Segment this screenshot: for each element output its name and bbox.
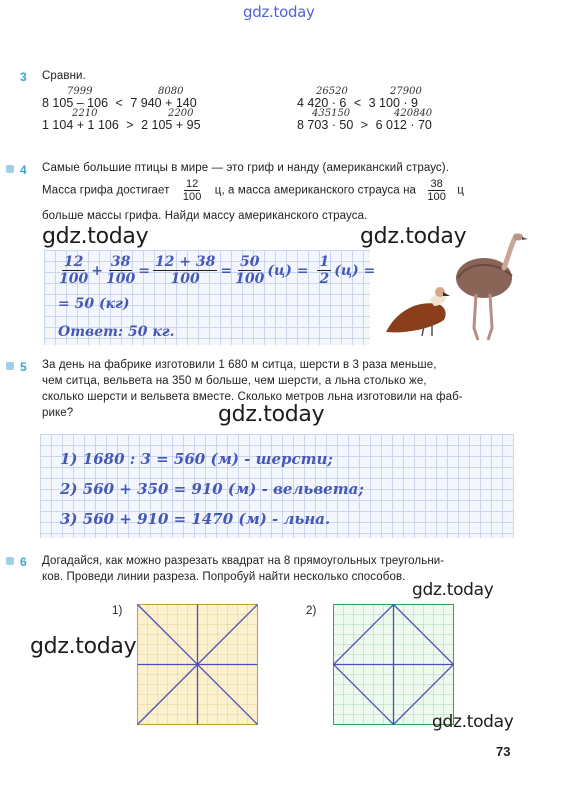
- task-4-text: Масса грифа достигает: [42, 184, 170, 197]
- task-5-line-1: За день на фабрике изготовили 1 680 м ситца, шерсти в 3 раза меньше,: [42, 359, 437, 371]
- comparison-sign: <: [115, 96, 123, 110]
- denominator: 100: [59, 271, 89, 287]
- solution-step-3: 3) 560 + 910 = 1470 (м) - льна.: [60, 510, 331, 528]
- task-4-text: ц: [457, 184, 464, 197]
- numerator: 50: [240, 254, 260, 270]
- page-number: 73: [496, 744, 511, 759]
- numerator: 1: [319, 254, 330, 270]
- unit: (ц) =: [267, 262, 309, 279]
- numerator: 38: [430, 178, 443, 190]
- denominator: 100: [105, 271, 136, 287]
- expression-left: 4 420 · 6: [297, 96, 347, 110]
- ostrich-illustration: [456, 234, 528, 341]
- watermark: gdz.today: [432, 712, 514, 732]
- fraction: [235, 254, 264, 287]
- solution-line-1: [56, 254, 375, 287]
- task-6-number: 6: [20, 555, 27, 569]
- hint: 27900: [390, 86, 422, 97]
- task-6-line-1: Догадайся, как можно разрезать квадрат на 8 прямоугольных треугольни-: [42, 555, 445, 567]
- numerator: 12: [185, 178, 199, 190]
- fraction: [317, 254, 331, 287]
- task-bullet: [6, 557, 14, 565]
- task-3-number: 3: [20, 70, 27, 84]
- square-figure-1: [137, 604, 258, 725]
- task-bullet: [6, 165, 14, 173]
- fraction: [59, 254, 88, 287]
- expression-left: 1 104 + 1 106: [42, 118, 119, 132]
- answer: Ответ: 50 кг.: [58, 324, 175, 340]
- hint: 420840: [394, 108, 433, 119]
- comparison-sign: >: [360, 118, 369, 132]
- expression-right: 2 105 + 95: [141, 118, 201, 132]
- watermark: gdz.today: [412, 580, 494, 600]
- hint: 2200: [168, 108, 194, 119]
- task-4-text: ц, а масса американского страуса на: [214, 184, 417, 197]
- task-4-line-1: Самые большие птицы в мире — это гриф и нанду (американский страус).: [42, 162, 450, 174]
- hint: 26520: [316, 86, 348, 97]
- denominator: 100: [182, 191, 202, 203]
- task-4-line-2: [42, 178, 522, 203]
- task-bullet: [6, 362, 14, 370]
- expression: [297, 118, 432, 132]
- birds-illustration: [380, 232, 530, 347]
- figure-label-1: 1): [112, 605, 123, 617]
- hint: 2210: [72, 108, 98, 119]
- denominator: 100: [235, 271, 265, 287]
- equals-sign: =: [138, 262, 150, 279]
- expression-right: 7 940 + 140: [130, 96, 197, 110]
- hint: 7999: [67, 86, 93, 97]
- task-5-line-2: чем ситца, вельвета на 350 м больше, чем шерсти, а льна столько же,: [42, 375, 427, 387]
- expression-left: 8 105 – 106: [42, 96, 109, 110]
- solution-step-1: 1) 1680 : 3 = 560 (м) - шерсти;: [60, 450, 333, 468]
- numerator: 12: [63, 254, 84, 270]
- watermark: gdz.today: [360, 224, 467, 249]
- task-5-line-3: сколько шерсти и вельвета вместе. Сколько метров льна изготовили на фаб-: [42, 391, 463, 403]
- expression-left: 8 703 · 50: [297, 118, 354, 132]
- comparison-sign: <: [353, 96, 362, 110]
- task-5-line-4: рике?: [42, 407, 74, 419]
- denominator: 2: [319, 271, 330, 287]
- hint: 8080: [158, 86, 184, 97]
- unit: (ц) =: [334, 262, 376, 279]
- task-6-line-2: ков. Проведи линии разреза. Попробуй найти несколько способов.: [42, 571, 406, 583]
- figure-label-2: 2): [306, 605, 317, 617]
- fraction: [153, 254, 217, 287]
- watermark: gdz.today: [30, 634, 137, 659]
- numerator: 12 + 38: [154, 254, 216, 270]
- denominator: 100: [427, 191, 446, 203]
- comparison-sign: >: [126, 118, 134, 132]
- task-4-line-3: больше массы грифа. Найди массу американского страуса.: [42, 210, 368, 222]
- fraction: [106, 254, 135, 287]
- task-4-number: 4: [20, 163, 27, 177]
- expression: [42, 118, 201, 132]
- solution-step-2: 2) 560 + 350 = 910 (м) - вельвета;: [60, 480, 364, 498]
- fraction: [427, 178, 446, 203]
- watermark: gdz.today: [218, 402, 325, 427]
- task-5-number: 5: [20, 360, 27, 374]
- plus-sign: +: [91, 262, 103, 279]
- watermark-top: gdz.today: [243, 3, 315, 21]
- fraction: [183, 178, 202, 203]
- denominator: 100: [170, 271, 200, 287]
- task-3-heading: Сравни.: [42, 70, 86, 82]
- square-figure-2: [333, 604, 454, 725]
- equals-sign: =: [220, 262, 233, 279]
- expression-right: 3 100 · 9: [368, 96, 418, 110]
- hint: 435150: [312, 108, 351, 119]
- numerator: 38: [110, 254, 131, 270]
- watermark: gdz.today: [42, 224, 149, 249]
- expression-right: 6 012 · 70: [375, 118, 432, 132]
- vulture-illustration: [386, 287, 450, 336]
- solution-line-2: = 50 (кг): [58, 296, 130, 312]
